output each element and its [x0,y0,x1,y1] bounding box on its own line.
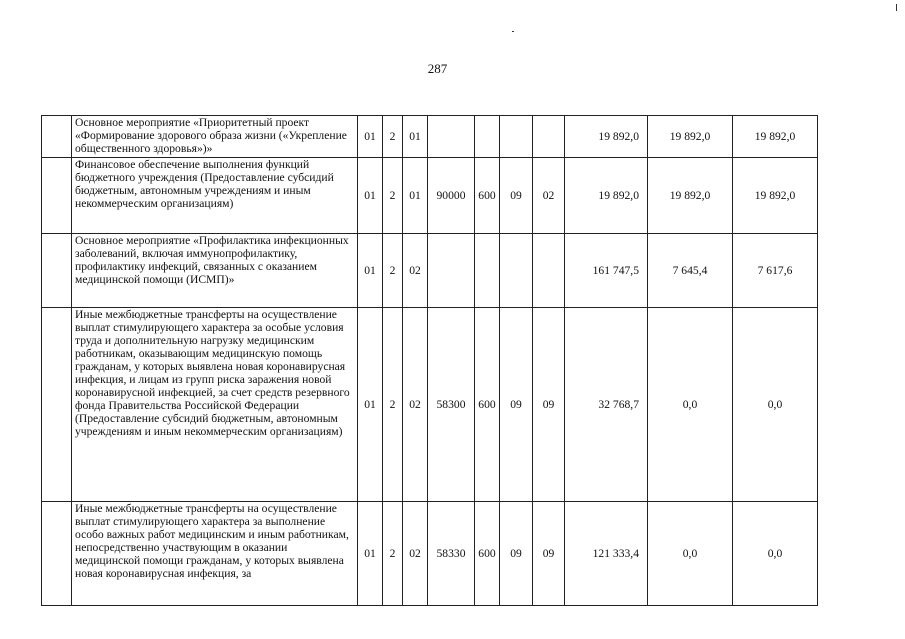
code-section: 09 [500,308,533,502]
page-number: 287 [427,61,448,76]
code-section [500,234,533,308]
code-subsection: 09 [533,308,565,502]
code-activity: 02 [403,502,428,606]
code-section: 09 [500,502,533,606]
code-program: 01 [358,158,383,234]
code-subprogram: 2 [383,234,403,308]
table-row [42,158,818,234]
code-subsection: 09 [533,502,565,606]
code-activity: 01 [403,158,428,234]
code-direction [428,234,475,308]
amount-year-1: 19 892,0 [565,158,648,234]
row-number-cell [42,116,72,158]
amount-year-1: 121 333,4 [565,502,648,606]
code-section [500,116,533,158]
code-program: 01 [358,234,383,308]
scan-speck [512,31,514,32]
code-subsection [533,116,565,158]
amount-year-2: 19 892,0 [648,116,733,158]
code-subsection: 02 [533,158,565,234]
amount-year-1: 19 892,0 [565,116,648,158]
code-expense-type [475,234,500,308]
code-subprogram: 2 [383,158,403,234]
amount-year-3: 19 892,0 [733,158,818,234]
code-activity: 01 [403,116,428,158]
amount-year-2: 0,0 [648,308,733,502]
item-name: Основное мероприятие «Профилактика инфекционных заболеваний, включая иммунопрофилактику, профилактику инфекций, связанных с оказанием медицинской помощи (ИСМП)» [72,234,358,308]
item-name: Иные межбюджетные трансферты на осуществление выплат стимулирующего характера за выполнение особо важных работ медицинским и иным работникам, непосредственно участвующим в оказании медицинской помощи гражданам, у которых выявлена новая коронавирусная инфекция, за [72,502,358,606]
code-direction [428,116,475,158]
code-activity: 02 [403,234,428,308]
code-subprogram: 2 [383,502,403,606]
amount-year-1: 32 768,7 [565,308,648,502]
code-program: 01 [358,116,383,158]
code-subprogram: 2 [383,116,403,158]
item-name: Основное мероприятие «Приоритетный проект «Формирование здорового образа жизни («Укрепление общественного здоровья»)» [72,116,358,158]
amount-year-2: 19 892,0 [648,158,733,234]
code-expense-type: 600 [475,502,500,606]
code-activity: 02 [403,308,428,502]
code-expense-type [475,116,500,158]
code-subsection [533,234,565,308]
item-name: Финансовое обеспечение выполнения функций бюджетного учреждения (Предоставление субсидий бюджетным, автономным учреждениям и иным некоммерческим организациям) [72,158,358,234]
amount-year-2: 0,0 [648,502,733,606]
row-number-cell [42,308,72,502]
table-row [42,234,818,308]
scan-edge-mark [896,4,897,11]
table-row [42,308,818,502]
amount-year-2: 7 645,4 [648,234,733,308]
amount-year-3: 19 892,0 [733,116,818,158]
row-number-cell [42,234,72,308]
code-direction: 90000 [428,158,475,234]
code-program: 01 [358,308,383,502]
amount-year-3: 0,0 [733,308,818,502]
amount-year-3: 0,0 [733,502,818,606]
amount-year-1: 161 747,5 [565,234,648,308]
row-number-cell [42,502,72,606]
budget-table [41,115,818,606]
code-subprogram: 2 [383,308,403,502]
table-row [42,116,818,158]
code-direction: 58300 [428,308,475,502]
table-row [42,502,818,606]
code-program: 01 [358,502,383,606]
code-direction: 58330 [428,502,475,606]
item-name: Иные межбюджетные трансферты на осуществление выплат стимулирующего характера за особые условия труда и дополнительную нагрузку медицинским работникам, оказывающим медицинскую помощь гражданам, у которых выявлена новая коронавирусная инфекция, и лицам из групп риска заражения новой коронавирусной инфекцией, за счет средств резервного фонда Правительства Российской Федерации (Предоставление субсидий бюджетным, автономным учреждениям и иным некоммерческим организациям) [72,308,358,502]
code-section: 09 [500,158,533,234]
row-number-cell [42,158,72,234]
amount-year-3: 7 617,6 [733,234,818,308]
code-expense-type: 600 [475,308,500,502]
code-expense-type: 600 [475,158,500,234]
